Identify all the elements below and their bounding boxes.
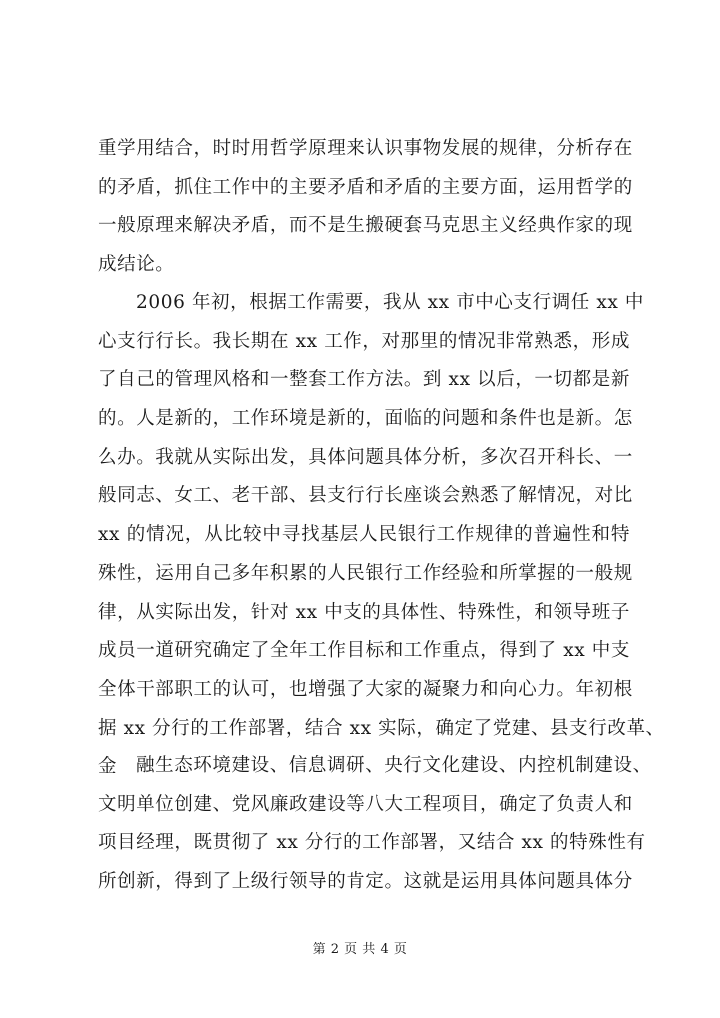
- paragraph-line: 殊性，运用自己多年积累的人民银行工作经验和所掌握的一般规: [98, 562, 633, 584]
- paragraph-line: 项目经理，既贯彻了 xx 分行的工作部署，又结合 xx 的特殊性有: [98, 832, 646, 854]
- paragraph-line: 据 xx 分行的工作部署，结合 xx 实际，确定了党建、县支行改革、: [98, 717, 665, 739]
- paragraph-line: 融生态环境建设、信息调研、央行文化建设、内控机制建设、: [136, 755, 652, 776]
- paragraph-line: 的。人是新的，工作环境是新的，面临的问题和条件也是新。怎: [98, 408, 633, 430]
- paragraph-line: 所创新，得到了上级行领导的肯定。这就是运用具体问题具体分: [98, 871, 633, 893]
- paragraph-line: 律，从实际出发，针对 xx 中支的具体性、特殊性，和领导班子: [98, 601, 630, 623]
- paragraph-line: 的矛盾，抓住工作中的主要矛盾和矛盾的主要方面，运用哲学的: [98, 176, 633, 198]
- paragraph-line: 全体干部职工的认可，也增强了大家的凝聚力和向心力。年初根: [98, 678, 633, 700]
- paragraph-line: 了自己的管理风格和一整套工作方法。到 xx 以后，一切都是新: [98, 369, 630, 391]
- paragraph-line: xx 的情况，从比较中寻找基层人民银行工作规律的普遍性和特: [98, 524, 630, 546]
- paragraph-line: 成员一道研究确定了全年工作目标和工作重点，得到了 xx 中支: [98, 640, 630, 662]
- paragraph-line: 一般原理来解决矛盾，而不是生搬硬套马克思主义经典作家的现: [98, 215, 633, 237]
- paragraph-line: 金: [98, 756, 118, 778]
- paragraph-line: 般同志、女工、老干部、县支行行长座谈会熟悉了解情况，对比: [98, 485, 633, 507]
- paragraph-line: 文明单位创建、党风廉政建设等八大工程项目，确定了负责人和: [98, 793, 633, 815]
- paragraph-line: 心支行行长。我长期在 xx 工作，对那里的情况非常熟悉，形成: [98, 330, 630, 352]
- paragraph-line: 重学用结合，时时用哲学原理来认识事物发展的规律，分析存在: [98, 138, 633, 159]
- paragraph-line: 2006 年初，根据工作需要，我从 xx 市中心支行调任 xx 中: [136, 292, 645, 313]
- paragraph-2: [98, 284, 665, 787]
- paragraph-line: 成结论。: [98, 254, 175, 276]
- paragraph-3: [98, 747, 652, 902]
- paragraph-1: [98, 130, 633, 285]
- paragraph-line: 么办。我就从实际出发，具体问题具体分析，多次召开科长、一: [98, 446, 633, 468]
- page-number-footer: 第 2 页 共 4 页: [312, 942, 408, 957]
